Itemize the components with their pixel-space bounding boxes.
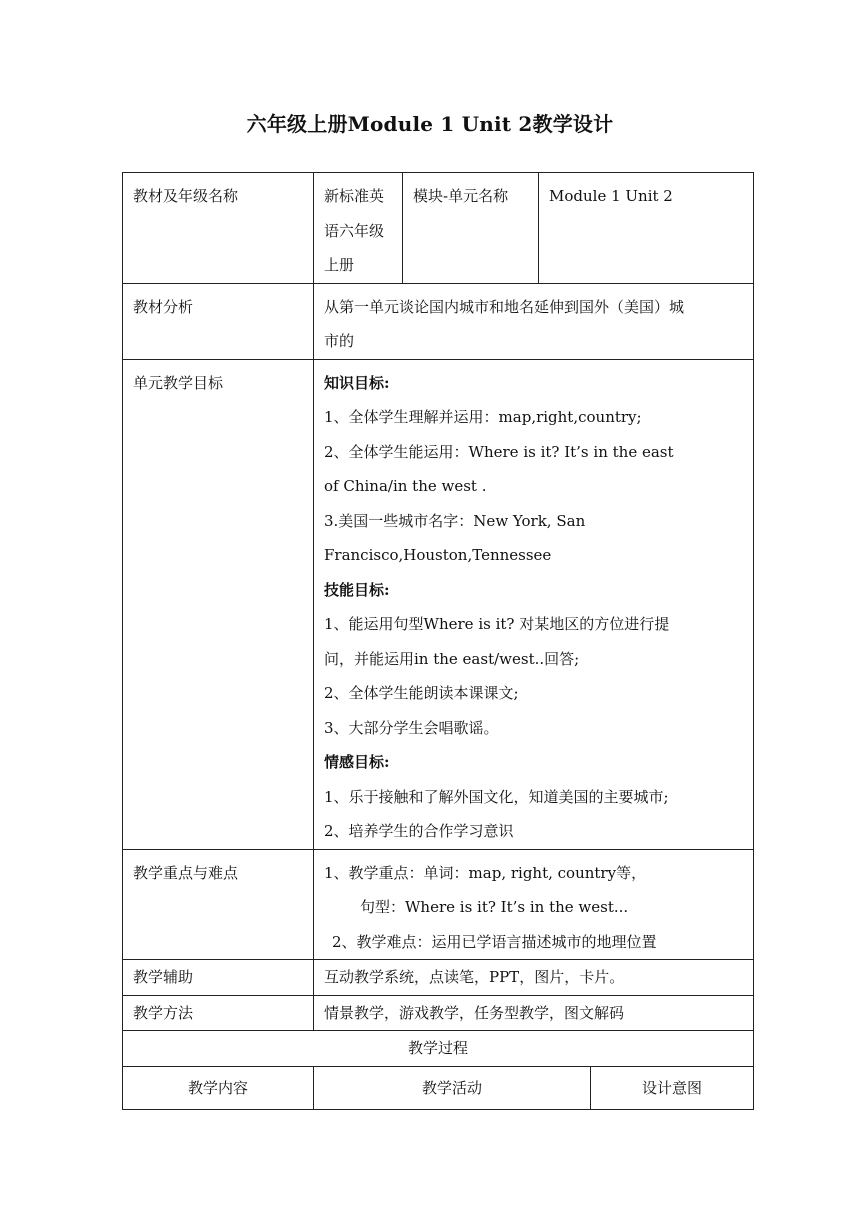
row-goals bbox=[123, 359, 754, 849]
methods-label: 教学方法 bbox=[123, 995, 314, 1031]
module-value: Module 1 Unit 2 bbox=[539, 173, 754, 284]
goals-value bbox=[314, 359, 754, 849]
knowledge-line: 1、全体学生理解并运用：map,right,country; bbox=[324, 408, 642, 426]
knowledge-line: Francisco,Houston,Tennessee bbox=[324, 546, 552, 564]
col-intent-header: 设计意图 bbox=[591, 1066, 754, 1109]
knowledge-heading: 知识目标: bbox=[324, 373, 390, 392]
row-analysis bbox=[123, 283, 754, 359]
skill-line: 问，并能运用in the east/west..回答; bbox=[324, 649, 580, 668]
skill-line: 1、能运用句型Where is it? 对某地区的方位进行提 bbox=[324, 615, 670, 633]
key-points-label: 教学重点与难点 bbox=[123, 849, 314, 960]
skill-line: 3、大部分学生会唱歌谣。 bbox=[324, 718, 499, 737]
key-points-value: 1、教学重点：单词：map, right, country等， 句型：Where is it? It’s in the west... 2、教学难点：运用已学语言描述城市的地理位置 bbox=[314, 849, 754, 960]
knowledge-line: of China/in the west . bbox=[324, 477, 487, 495]
skill-heading: 技能目标: bbox=[324, 580, 390, 599]
skill-line: 2、全体学生能朗读本课课文; bbox=[324, 684, 519, 702]
lesson-plan-table bbox=[122, 172, 754, 1110]
analysis-value: 从第一单元谈论国内城市和地名延伸到国外（美国）城 市的 bbox=[314, 283, 754, 359]
col-activity-header: 教学活动 bbox=[314, 1066, 591, 1109]
emotion-line: 1、乐于接触和了解外国文化，知道美国的主要城市; bbox=[324, 787, 669, 806]
knowledge-line: 3.美国一些城市名字：New York, San bbox=[324, 511, 586, 530]
row-key-points bbox=[123, 849, 754, 960]
analysis-label: 教材分析 bbox=[123, 283, 314, 359]
emotion-line: 2、培养学生的合作学习意识 bbox=[324, 822, 514, 840]
row-methods bbox=[123, 995, 754, 1031]
process-heading: 教学过程 bbox=[123, 1031, 754, 1067]
col-content-header: 教学内容 bbox=[123, 1066, 314, 1109]
document-title: 六年级上册Module 1 Unit 2教学设计 bbox=[246, 112, 614, 136]
row-material bbox=[123, 173, 754, 284]
aids-value: 互动教学系统，点读笔，PPT，图片，卡片。 bbox=[314, 960, 754, 996]
material-label: 教材及年级名称 bbox=[123, 173, 314, 284]
knowledge-line: 2、全体学生能运用：Where is it? It’s in the east bbox=[324, 442, 674, 461]
row-process-columns bbox=[123, 1066, 754, 1109]
module-label: 模块-单元名称 bbox=[403, 173, 539, 284]
row-aids bbox=[123, 960, 754, 996]
material-value: 新标准英 语六年级 上册 bbox=[314, 173, 403, 284]
goals-label: 单元教学目标 bbox=[123, 359, 314, 849]
row-process-heading bbox=[123, 1031, 754, 1067]
aids-label: 教学辅助 bbox=[123, 960, 314, 996]
methods-value: 情景教学，游戏教学，任务型教学，图文解码 bbox=[314, 995, 754, 1031]
emotion-heading: 情感目标: bbox=[324, 753, 390, 771]
